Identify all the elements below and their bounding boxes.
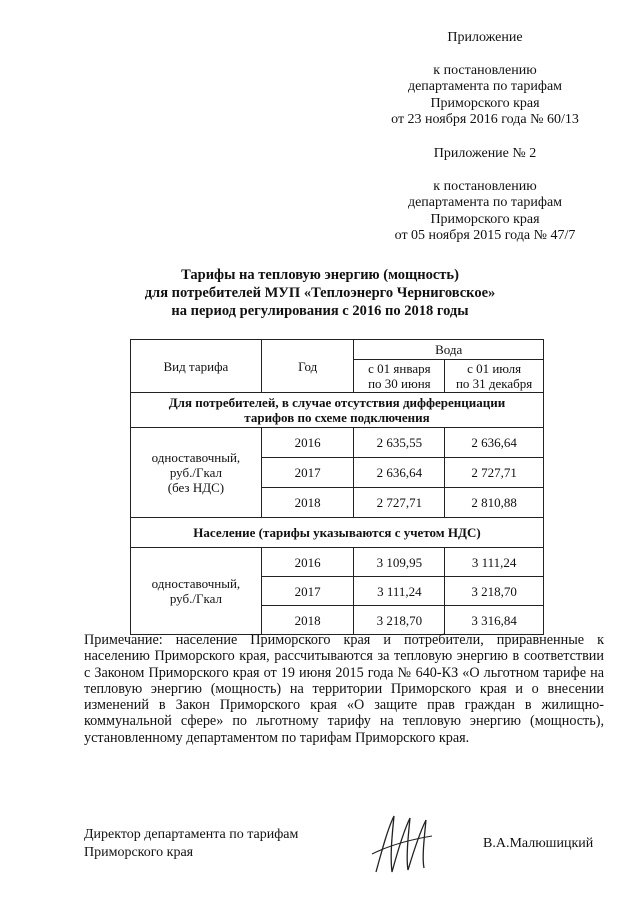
position-line: Приморского края: [84, 845, 194, 860]
year-cell: 2018: [261, 606, 354, 635]
value-cell: 3 218,70: [354, 606, 445, 635]
section-heading-line: Для потребителей, в случае отсутствия дифференциации: [168, 395, 506, 410]
title-line: Тарифы на тепловую энергию (мощность): [181, 267, 459, 283]
appendix2-header: [330, 146, 640, 245]
value-cell: 2 727,71: [354, 488, 445, 518]
header-water: Вода: [354, 340, 544, 360]
appendix-line: от 23 ноября 2016 года № 60/13: [391, 112, 579, 127]
appendix-line: к постановлению: [433, 62, 537, 78]
appendix2-line: департамента по тарифам: [407, 195, 563, 210]
appendix-title: Приложение: [447, 30, 523, 45]
tariff-type-line: (без НДС): [167, 480, 225, 495]
header-year: Год: [261, 340, 354, 393]
title-line: на период регулирования с 2016 по 2018 годы: [171, 303, 469, 319]
tariff-type-cell: [131, 428, 262, 518]
section-heading-line: тарифов по схеме подключения: [244, 410, 430, 425]
period-line: с 01 января: [368, 361, 431, 376]
value-cell: 3 111,24: [445, 548, 544, 577]
year-cell: 2017: [261, 458, 354, 488]
appendix2-line: от 05 ноября 2015 года № 47/7: [394, 228, 576, 243]
signatory-position: [84, 826, 298, 862]
table-row: [131, 428, 544, 458]
period-line: по 31 декабря: [455, 376, 533, 391]
section-heading: Население (тарифы указываются с учетом НДС): [131, 518, 544, 548]
position-line: Директор департамента по тарифам: [84, 827, 299, 842]
note-paragraph: Примечание: население Приморского края и потребители, приравненные к населению Приморского края, рассчитываются за тепловую энергию в соответствии с Законом Приморского края от 19 июня 2015 года № 640-КЗ «О льготном тарифе на тепловую энергию (мощность) на территории Приморского края и о внесении изменений в Закон Приморского края «О защите прав граждан в жилищно-коммунальной сфере» по льготному тарифу на тепловую энергию (мощность), установленному департаментом по тарифам Приморского края.: [84, 632, 604, 746]
value-cell: 3 218,70: [445, 577, 544, 606]
appendix-header: [330, 30, 640, 129]
header-period-1: [354, 360, 445, 393]
period-line: по 30 июня: [368, 376, 431, 391]
appendix2-line: Приморского края: [430, 211, 540, 227]
year-cell: 2016: [261, 548, 354, 577]
appendix-line: департамента по тарифам: [407, 79, 563, 94]
value-cell: 2 810,88: [445, 488, 544, 518]
value-cell: 3 316,84: [445, 606, 544, 635]
appendix2-title: Приложение № 2: [433, 146, 537, 161]
appendix2-line: к постановлению: [433, 178, 537, 194]
year-cell: 2016: [261, 428, 354, 458]
document-title: [0, 266, 640, 320]
tariff-type-line: одноставочный,: [151, 576, 241, 591]
tariff-table: [130, 339, 544, 635]
header-period-2: [445, 360, 544, 393]
table-row: [131, 548, 544, 577]
value-cell: 2 635,55: [354, 428, 445, 458]
value-cell: 2 636,64: [354, 458, 445, 488]
section-heading: [131, 393, 544, 428]
tariff-type-line: одноставочный,: [151, 450, 241, 465]
year-cell: 2018: [261, 488, 354, 518]
handwritten-signature: [368, 810, 438, 880]
tariff-type-line: руб./Гкал: [169, 465, 222, 480]
tariff-type-line: руб./Гкал: [169, 591, 222, 606]
signatory-name: В.А.Малюшицкий: [483, 836, 594, 851]
tariff-type-cell: [131, 548, 262, 635]
value-cell: 3 109,95: [354, 548, 445, 577]
year-cell: 2017: [261, 577, 354, 606]
header-tariff-type: Вид тарифа: [131, 340, 262, 393]
title-line: для потребителей МУП «Теплоэнерго Черниговское»: [144, 285, 496, 301]
value-cell: 3 111,24: [354, 577, 445, 606]
period-line: с 01 июля: [467, 361, 522, 376]
value-cell: 2 727,71: [445, 458, 544, 488]
appendix-line: Приморского края: [430, 95, 540, 111]
value-cell: 2 636,64: [445, 428, 544, 458]
